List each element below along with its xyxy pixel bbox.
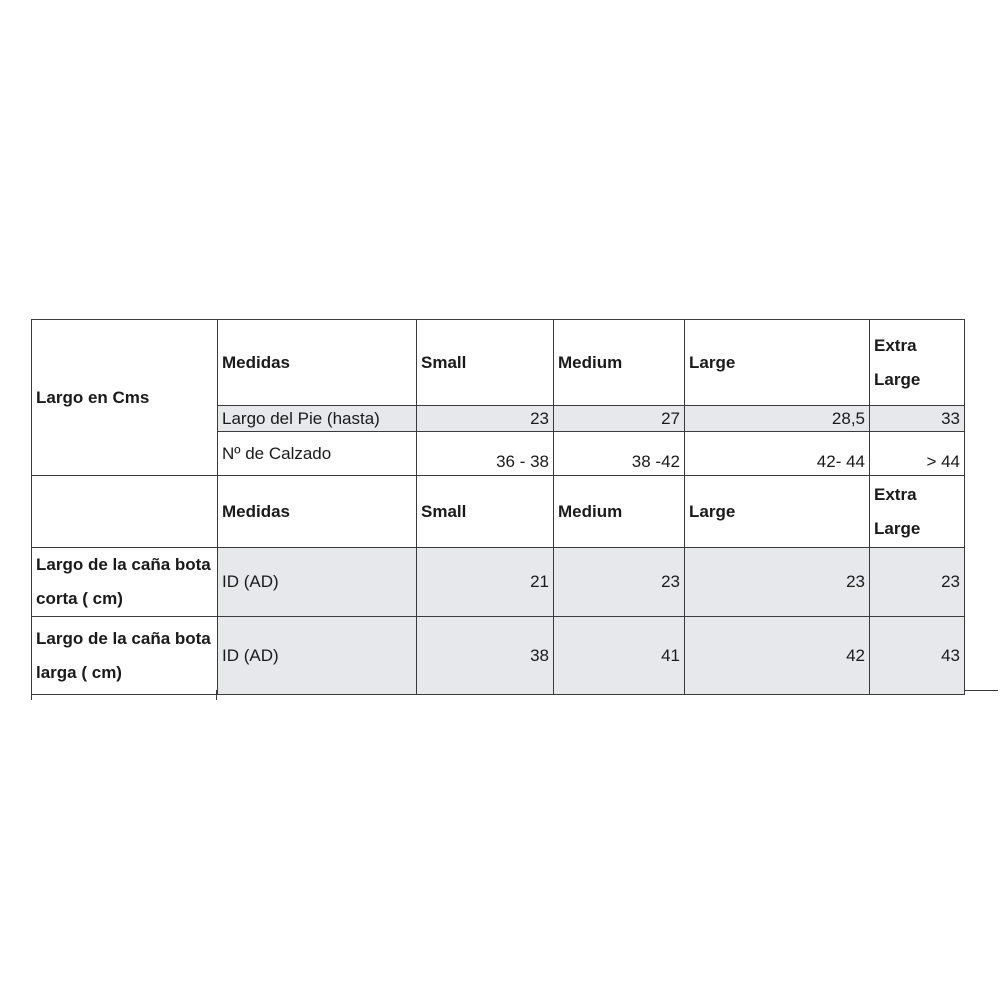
header-extra-large: Extra Large <box>870 476 965 548</box>
header-small: Small <box>417 320 554 406</box>
cell-small: 36 - 38 <box>417 432 554 476</box>
empty-cell <box>32 476 218 548</box>
cell-medium: 27 <box>554 406 685 432</box>
table-row <box>32 617 965 695</box>
cell-extra-large: > 44 <box>870 432 965 476</box>
section2-header-row <box>32 476 965 548</box>
cell-extra-large: 23 <box>870 548 965 617</box>
row-label-calzado: Nº de Calzado <box>218 432 417 476</box>
cell-small: 23 <box>417 406 554 432</box>
size-chart-table <box>31 319 965 695</box>
cell-large: 23 <box>685 548 870 617</box>
header-small: Small <box>417 476 554 548</box>
row-label-id-ad: ID (AD) <box>218 548 417 617</box>
table-edge-stub <box>216 690 217 700</box>
cell-small: 21 <box>417 548 554 617</box>
header-medium: Medium <box>554 320 685 406</box>
row-label-bota-corta: Largo de la caña bota corta ( cm) <box>32 548 218 617</box>
cell-large: 42 <box>685 617 870 695</box>
header-large: Large <box>685 320 870 406</box>
cell-medium: 38 -42 <box>554 432 685 476</box>
header-medium: Medium <box>554 476 685 548</box>
table-row <box>32 548 965 617</box>
header-medidas: Medidas <box>218 476 417 548</box>
cell-large: 28,5 <box>685 406 870 432</box>
table-edge-line <box>964 690 998 691</box>
header-extra-large: Extra Large <box>870 320 965 406</box>
cell-extra-large: 33 <box>870 406 965 432</box>
section1-header-row <box>32 320 965 406</box>
cell-small: 38 <box>417 617 554 695</box>
largo-en-cms-label: Largo en Cms <box>32 320 218 476</box>
header-large: Large <box>685 476 870 548</box>
cell-medium: 41 <box>554 617 685 695</box>
header-medidas: Medidas <box>218 320 417 406</box>
cell-extra-large: 43 <box>870 617 965 695</box>
cell-medium: 23 <box>554 548 685 617</box>
row-label-largo-pie: Largo del Pie (hasta) <box>218 406 417 432</box>
table-edge-stub <box>31 690 32 700</box>
row-label-id-ad: ID (AD) <box>218 617 417 695</box>
row-label-bota-larga: Largo de la caña bota larga ( cm) <box>32 617 218 695</box>
cell-large: 42- 44 <box>685 432 870 476</box>
